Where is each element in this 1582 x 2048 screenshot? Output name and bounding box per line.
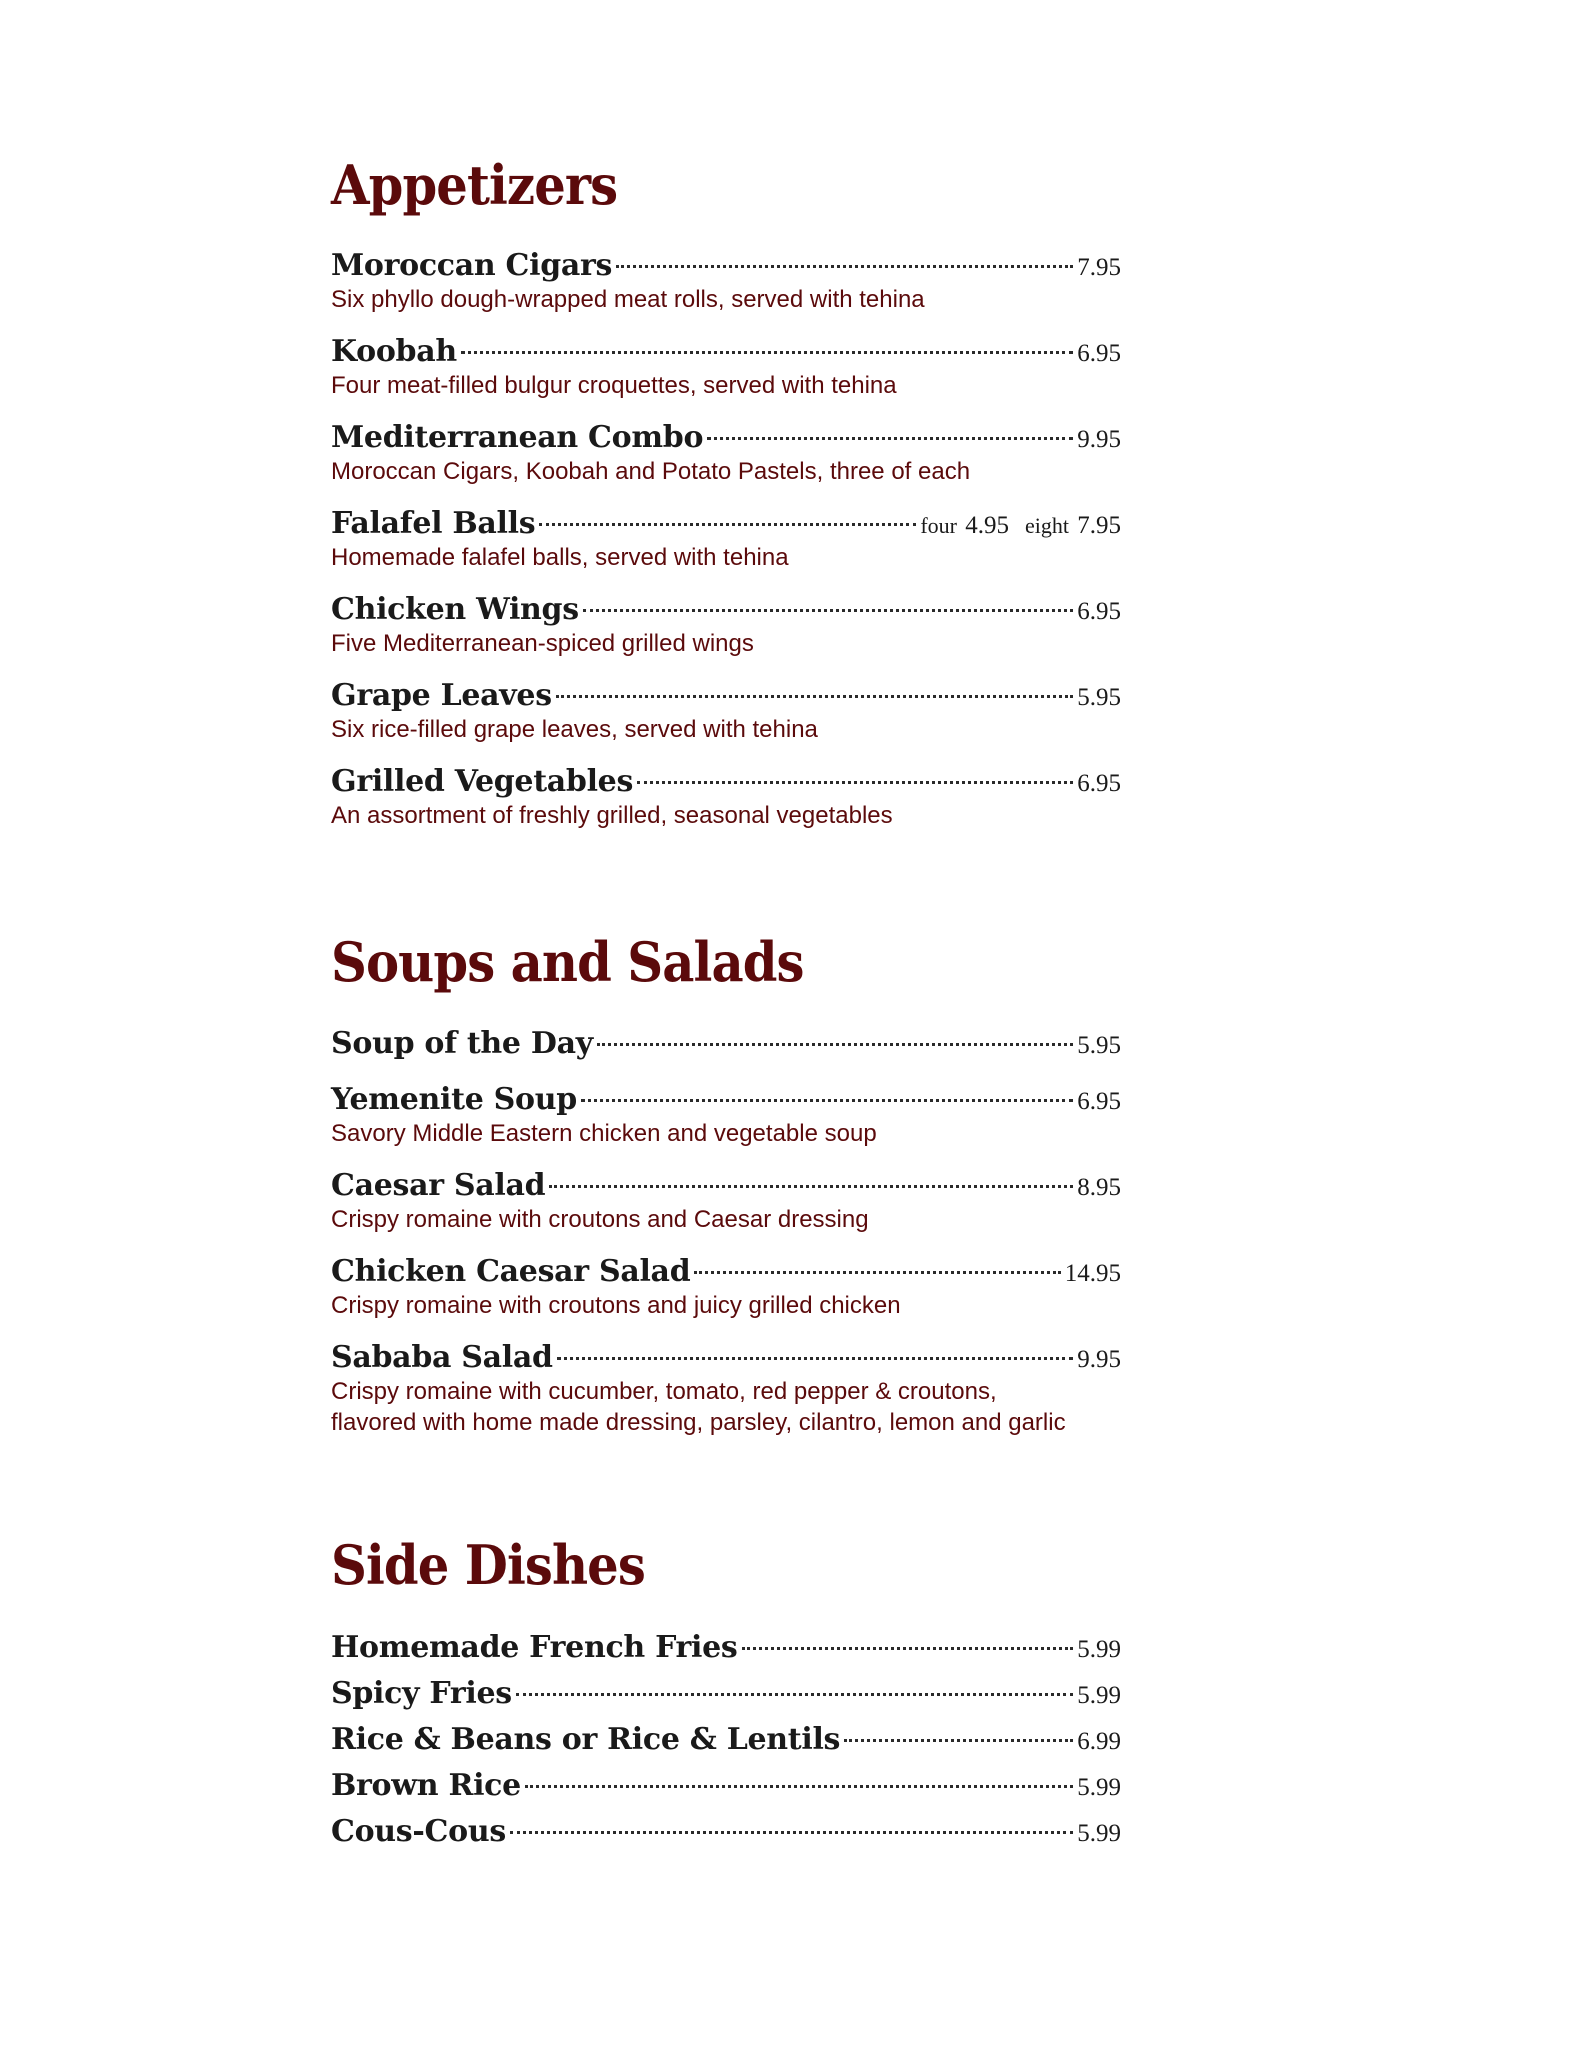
item-name: Rice & Beans or Rice & Lentils — [331, 1722, 841, 1757]
dot-leader — [516, 1693, 1073, 1696]
item-name: Grape Leaves — [331, 678, 552, 713]
menu-item-moroccan-cigars — [331, 248, 1121, 315]
item-price-options — [920, 512, 1121, 540]
dot-leader — [549, 1185, 1073, 1188]
item-name: Koobah — [331, 334, 457, 369]
dot-leader — [557, 1357, 1074, 1360]
item-description: Crispy romaine with cucumber, tomato, red pepper & croutons, — [331, 1378, 997, 1405]
item-name: Mediterranean Combo — [331, 420, 704, 455]
menu-item-koobah — [331, 334, 1121, 401]
item-price: 5.95 — [1077, 684, 1121, 711]
menu-item-soup-of-the-day — [331, 1026, 1121, 1066]
dot-leader — [581, 1099, 1073, 1102]
item-price: 6.95 — [1077, 598, 1121, 625]
dot-leader — [510, 1831, 1073, 1834]
item-price: 6.99 — [1077, 1728, 1121, 1755]
menu-item-rice-beans-lentils — [331, 1722, 1121, 1762]
item-price: 14.95 — [1064, 1260, 1121, 1287]
dot-leader — [461, 351, 1073, 354]
item-description: Five Mediterranean-spiced grilled wings — [331, 630, 754, 657]
item-name: Caesar Salad — [331, 1168, 546, 1203]
menu-item-grape-leaves — [331, 678, 1121, 745]
item-description: Crispy romaine with croutons and juicy grilled chicken — [331, 1292, 901, 1319]
dot-leader — [556, 695, 1073, 698]
dot-leader — [597, 1043, 1073, 1046]
dot-leader — [583, 609, 1073, 612]
price-value: 4.95 — [965, 512, 1009, 539]
item-name: Homemade French Fries — [331, 1630, 738, 1665]
menu-item-mediterranean-combo — [331, 420, 1121, 487]
item-name: Sababa Salad — [331, 1340, 553, 1375]
dot-leader — [637, 781, 1073, 784]
item-description: Moroccan Cigars, Koobah and Potato Pastels, three of each — [331, 458, 971, 485]
item-price: 6.95 — [1077, 340, 1121, 367]
menu-item-caesar-salad — [331, 1168, 1121, 1235]
dot-leader — [525, 1785, 1073, 1788]
menu-item-homemade-french-fries — [331, 1630, 1121, 1670]
item-name: Chicken Caesar Salad — [331, 1254, 691, 1289]
item-price: 5.99 — [1077, 1820, 1121, 1847]
item-name: Grilled Vegetables — [331, 764, 634, 799]
dot-leader — [539, 523, 916, 526]
item-name: Cous-Cous — [331, 1814, 506, 1849]
item-description: Savory Middle Eastern chicken and vegetable soup — [331, 1120, 877, 1147]
item-price: 5.99 — [1077, 1636, 1121, 1663]
item-name: Falafel Balls — [331, 506, 536, 541]
item-price: 9.95 — [1077, 426, 1121, 453]
price-qty-label: four — [920, 513, 957, 538]
item-name: Moroccan Cigars — [331, 248, 613, 283]
menu-item-sababa-salad — [331, 1340, 1121, 1438]
item-price: 5.99 — [1077, 1774, 1121, 1801]
item-description-line-2: flavored with home made dressing, parsley, cilantro, lemon and garlic — [331, 1409, 1066, 1436]
section-title-soups-salads: Soups and Salads — [331, 930, 804, 994]
price-value: 7.95 — [1077, 512, 1121, 539]
menu-item-chicken-wings — [331, 592, 1121, 659]
item-description: Homemade falafel balls, served with tehina — [331, 544, 789, 571]
item-price: 6.95 — [1077, 770, 1121, 797]
menu-item-falafel-balls — [331, 506, 1121, 573]
menu-item-cous-cous — [331, 1814, 1121, 1854]
item-name: Spicy Fries — [331, 1676, 512, 1711]
item-description: Six phyllo dough-wrapped meat rolls, served with tehina — [331, 286, 925, 313]
dot-leader — [707, 437, 1073, 440]
dot-leader — [694, 1271, 1060, 1274]
menu-item-spicy-fries — [331, 1676, 1121, 1716]
item-description: Four meat-filled bulgur croquettes, served with tehina — [331, 372, 897, 399]
menu-item-brown-rice — [331, 1768, 1121, 1808]
section-title-appetizers: Appetizers — [331, 153, 618, 217]
dot-leader — [616, 265, 1073, 268]
menu-item-grilled-vegetables — [331, 764, 1121, 831]
section-title-side-dishes: Side Dishes — [331, 1533, 645, 1597]
item-price: 9.95 — [1077, 1346, 1121, 1373]
menu-item-yemenite-soup — [331, 1082, 1121, 1149]
item-price: 7.95 — [1077, 254, 1121, 281]
menu-item-chicken-caesar-salad — [331, 1254, 1121, 1321]
item-price: 6.95 — [1077, 1088, 1121, 1115]
dot-leader — [844, 1739, 1073, 1742]
item-name: Chicken Wings — [331, 592, 579, 627]
item-name: Yemenite Soup — [331, 1082, 577, 1117]
dot-leader — [742, 1647, 1074, 1650]
item-description: An assortment of freshly grilled, seasonal vegetables — [331, 802, 893, 829]
item-price: 5.95 — [1077, 1032, 1121, 1059]
item-description: Crispy romaine with croutons and Caesar dressing — [331, 1206, 869, 1233]
item-name: Brown Rice — [331, 1768, 521, 1803]
item-name: Soup of the Day — [331, 1026, 593, 1061]
item-price: 5.99 — [1077, 1682, 1121, 1709]
item-price: 8.95 — [1077, 1174, 1121, 1201]
price-qty-label: eight — [1025, 513, 1069, 538]
item-description: Six rice-filled grape leaves, served with tehina — [331, 716, 818, 743]
